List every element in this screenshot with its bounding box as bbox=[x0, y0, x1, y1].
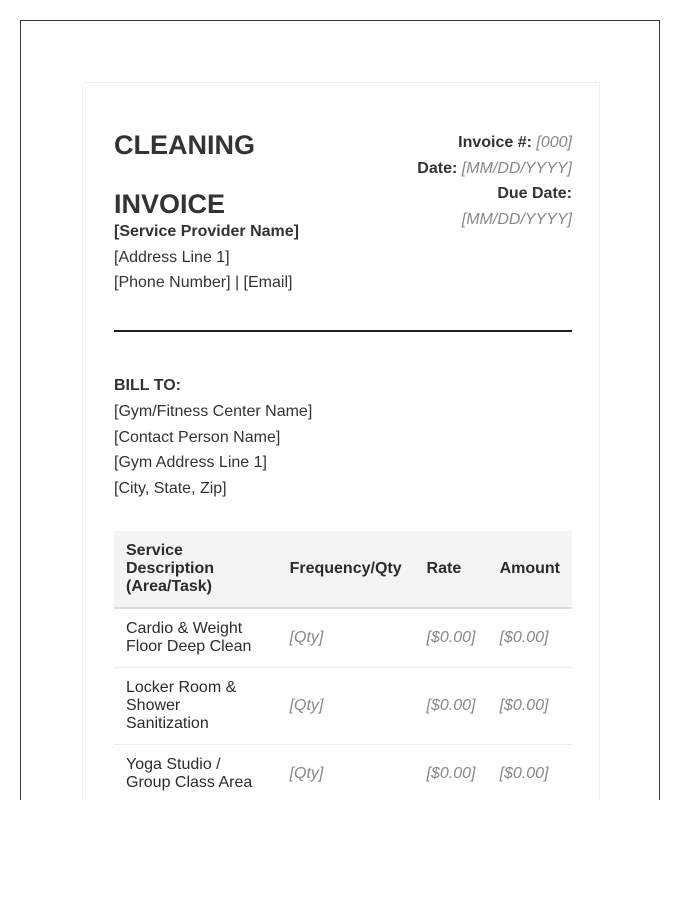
invoice-date-value: [MM/DD/YYYY] bbox=[461, 159, 572, 177]
row-description: Yoga Studio / Group Class Area bbox=[114, 745, 278, 801]
invoice-title bbox=[114, 116, 255, 234]
row-description: Locker Room & Shower Sanitization bbox=[114, 668, 278, 745]
table-row bbox=[114, 745, 572, 801]
row-description: Cardio & Weight Floor Deep Clean bbox=[114, 608, 278, 668]
header-amount: Amount bbox=[488, 531, 572, 608]
row-rate: [$0.00] bbox=[415, 668, 488, 745]
row-quantity: [Qty] bbox=[278, 745, 415, 801]
due-date-label: Due Date: bbox=[497, 185, 572, 202]
invoice-meta bbox=[332, 130, 572, 232]
due-date-value-row bbox=[332, 207, 572, 233]
table-row bbox=[114, 608, 572, 668]
title-line-1: CLEANING bbox=[114, 130, 255, 160]
bill-to-line: [Gym/Fitness Center Name] bbox=[114, 402, 313, 420]
bill-to-block bbox=[114, 373, 312, 502]
services-table bbox=[114, 531, 572, 800]
row-amount: [$0.00] bbox=[488, 608, 572, 668]
invoice-number-label: Invoice #: bbox=[458, 134, 532, 151]
invoice-date-row bbox=[332, 156, 572, 182]
invoice-date-label: Date: bbox=[417, 159, 458, 177]
section-divider bbox=[114, 330, 572, 332]
table-header-row bbox=[114, 531, 572, 608]
due-date-label-row bbox=[332, 181, 572, 207]
invoice-number-row bbox=[332, 130, 572, 156]
header-quantity: Frequency/Qty bbox=[278, 531, 415, 608]
row-rate: [$0.00] bbox=[415, 745, 488, 801]
row-amount: [$0.00] bbox=[488, 668, 572, 745]
bill-to-line: [City, State, Zip] bbox=[114, 480, 227, 498]
invoice-number-value: [000] bbox=[536, 134, 572, 151]
provider-address: [Address Line 1] bbox=[114, 248, 230, 266]
page-frame bbox=[20, 20, 660, 800]
provider-contact: [Phone Number] | [Email] bbox=[114, 274, 293, 291]
row-quantity: [Qty] bbox=[278, 608, 415, 668]
table-row bbox=[114, 668, 572, 745]
due-date-value: [MM/DD/YYYY] bbox=[461, 210, 572, 228]
row-amount: [$0.00] bbox=[488, 745, 572, 801]
bill-to-label: BILL TO: bbox=[114, 377, 181, 394]
row-quantity: [Qty] bbox=[278, 668, 415, 745]
bill-to-line: [Gym Address Line 1] bbox=[114, 454, 267, 472]
invoice-sheet bbox=[82, 82, 600, 800]
provider-block bbox=[114, 219, 299, 296]
provider-name: [Service Provider Name] bbox=[114, 223, 299, 240]
header-rate: Rate bbox=[415, 531, 488, 608]
header-description: Service Description (Area/Task) bbox=[114, 531, 278, 608]
title-line-2: INVOICE bbox=[114, 189, 226, 219]
bill-to-line: [Contact Person Name] bbox=[114, 428, 281, 446]
row-rate: [$0.00] bbox=[415, 608, 488, 668]
